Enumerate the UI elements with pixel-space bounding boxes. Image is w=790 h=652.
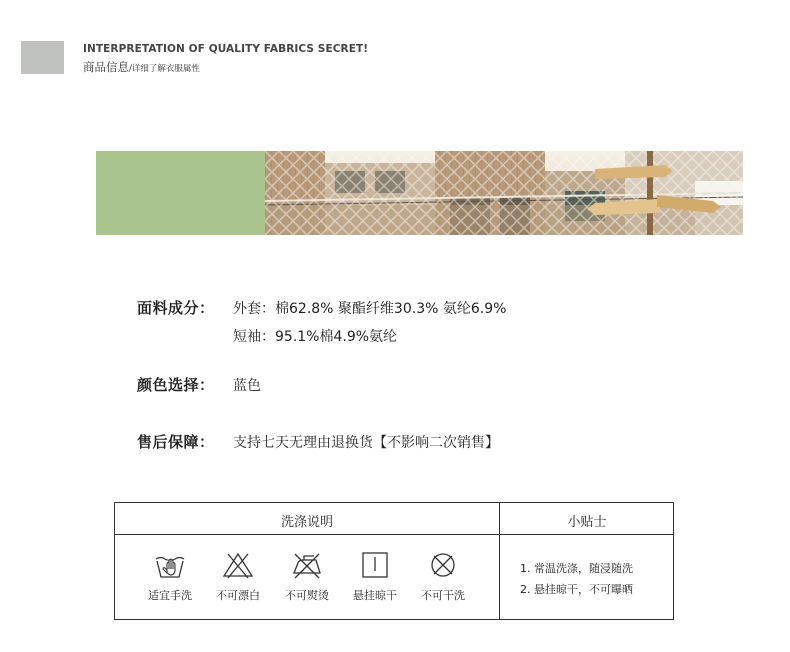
no-dry-clean-icon <box>426 551 460 579</box>
care-label-hang-dry: 悬挂晾干 <box>353 589 397 602</box>
header-title: INTERPRETATION OF QUALITY FABRICS SECRET! <box>83 43 369 55</box>
tips-header: 小贴士 <box>567 515 607 530</box>
care-item-hand-wash <box>135 551 205 603</box>
banner-green-block <box>96 151 265 235</box>
care-table <box>114 502 674 620</box>
color-label: 颜色选择： <box>137 376 215 394</box>
washing-instructions-header: 洗涤说明 <box>280 515 333 530</box>
care-label-no-bleach: 不可漂白 <box>216 589 260 602</box>
no-iron-icon <box>290 551 324 579</box>
aftersale-value: 支持七天无理由退换货【不影响二次销售】 <box>233 435 499 451</box>
care-item-no-dry-clean <box>408 551 478 603</box>
care-label-hand-wash: 适宜手洗 <box>148 589 192 602</box>
care-item-hang-dry <box>340 551 410 603</box>
header-subtitle-main: 商品信息 <box>83 60 129 74</box>
composition-line-2: 短袖：95.1%棉4.9%氨纶 <box>233 329 398 345</box>
care-item-no-iron <box>272 551 342 603</box>
tip-item: 1. 常温洗涤，随浸随洗 <box>520 562 633 575</box>
tip-item: 2. 悬挂晾干，不可曝晒 <box>520 583 633 596</box>
hand-wash-icon <box>153 551 187 579</box>
care-label-no-iron: 不可熨烫 <box>285 589 329 602</box>
composition-label: 面料成分： <box>137 299 215 317</box>
no-bleach-icon <box>221 551 255 579</box>
banner-photo <box>265 151 743 235</box>
color-value: 蓝色 <box>233 378 261 394</box>
care-label-no-dry-clean: 不可干洗 <box>421 589 465 602</box>
header-gray-square <box>21 41 64 74</box>
aftersale-label: 售后保障： <box>137 433 215 451</box>
care-item-no-bleach <box>203 551 273 603</box>
table-divider-horizontal <box>115 534 673 535</box>
header-subtitle <box>83 59 200 75</box>
street-scene-image <box>265 151 743 235</box>
hang-dry-icon <box>358 551 392 579</box>
composition-line-1: 外套：棉62.8% 聚酯纤维30.3% 氨纶6.9% <box>233 301 507 317</box>
header-subtitle-detail: /详细了解衣服属性 <box>129 64 200 74</box>
